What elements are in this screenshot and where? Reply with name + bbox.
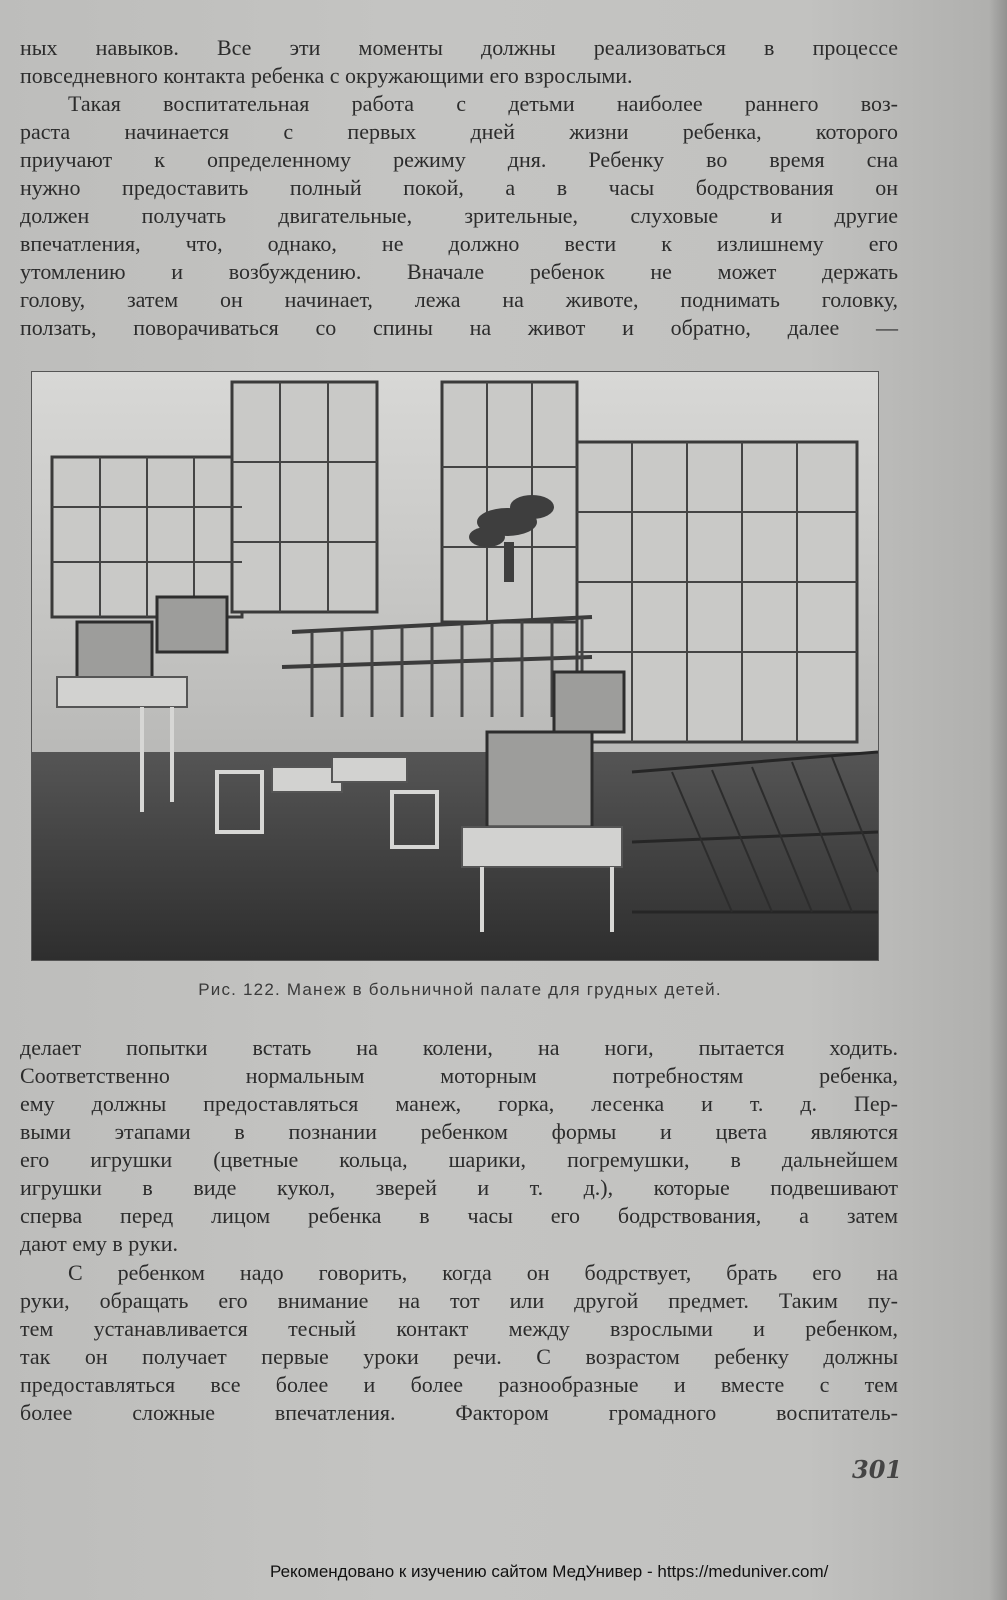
page-edge-shadow [989,0,1007,1600]
text-line: дают ему в руки. [20,1231,178,1256]
text-line: ему должны предоставляться манеж, горка, лесенка и т. д. Пер- [20,1091,898,1116]
text-line: предоставляться все более и более разнообразные и вместе с тем [20,1372,898,1397]
bottom-text-block-1 [20,1034,898,1258]
text-line: выми этапами в познании ребенком формы и цвета являются [20,1119,898,1144]
text-line: приучают к определенному режиму дня. Ребенку во время сна [20,147,898,172]
figure-caption: Рис. 122. Манеж в больничной палате для грудных детей. [198,980,722,999]
text-line: голову, затем он начинает, лежа на животе, поднимать головку, [20,287,898,312]
text-line: С ребенком надо говорить, когда он бодрствует, брать его на [68,1260,898,1285]
bottom-text-block-2 [20,1259,898,1427]
text-line: его игрушки (цветные кольца, шарики, погремушки, в дальнейшем [20,1147,898,1172]
text-line: утомлению и возбуждению. Вначале ребенок не может держать [20,259,898,284]
text-line: должен получать двигательные, зрительные, слуховые и другие [20,203,898,228]
text-line: игрушки в виде кукол, зверей и т. д.), которые подвешивают [20,1175,898,1200]
page-number: 301 [852,1455,903,1484]
figure-photo-playpen [32,372,878,960]
text-line: нужно предоставить полный покой, а в часы бодрствования он [20,175,898,200]
text-line: впечатления, что, однако, не должно вести к излишнему его [20,231,898,256]
footer-link[interactable]: Рекомендовано к изучению сайтом МедУнивер - https://meduniver.com/ [270,1562,829,1581]
text-line: более сложные впечатления. Фактором громадного воспитатель- [20,1400,898,1425]
text-line: Соответственно нормальным моторным потребностям ребенка, [20,1063,898,1088]
top-text-block [20,34,898,342]
text-line: сперва перед лицом ребенка в часы его бодрствования, а затем [20,1203,898,1228]
text-line: повседневного контакта ребенка с окружающими его взрослыми. [20,63,633,88]
text-line: руки, обращать его внимание на тот или другой предмет. Таким пу- [20,1288,898,1313]
text-line: Такая воспитательная работа с детьми наиболее раннего воз- [68,91,898,116]
text-line: тем устанавливается тесный контакт между взрослыми и ребенком, [20,1316,898,1341]
text-line: раста начинается с первых дней жизни ребенка, которого [20,119,898,144]
text-line: делает попытки встать на колени, на ноги, пытается ходить. [20,1035,898,1060]
text-line: так он получает первые уроки речи. С возрастом ребенку должны [20,1344,898,1369]
text-line: ных навыков. Все эти моменты должны реализоваться в процессе [20,35,898,60]
photo-illustration [32,372,878,960]
text-line: ползать, поворачиваться со спины на живот и обратно, далее — [20,315,898,340]
